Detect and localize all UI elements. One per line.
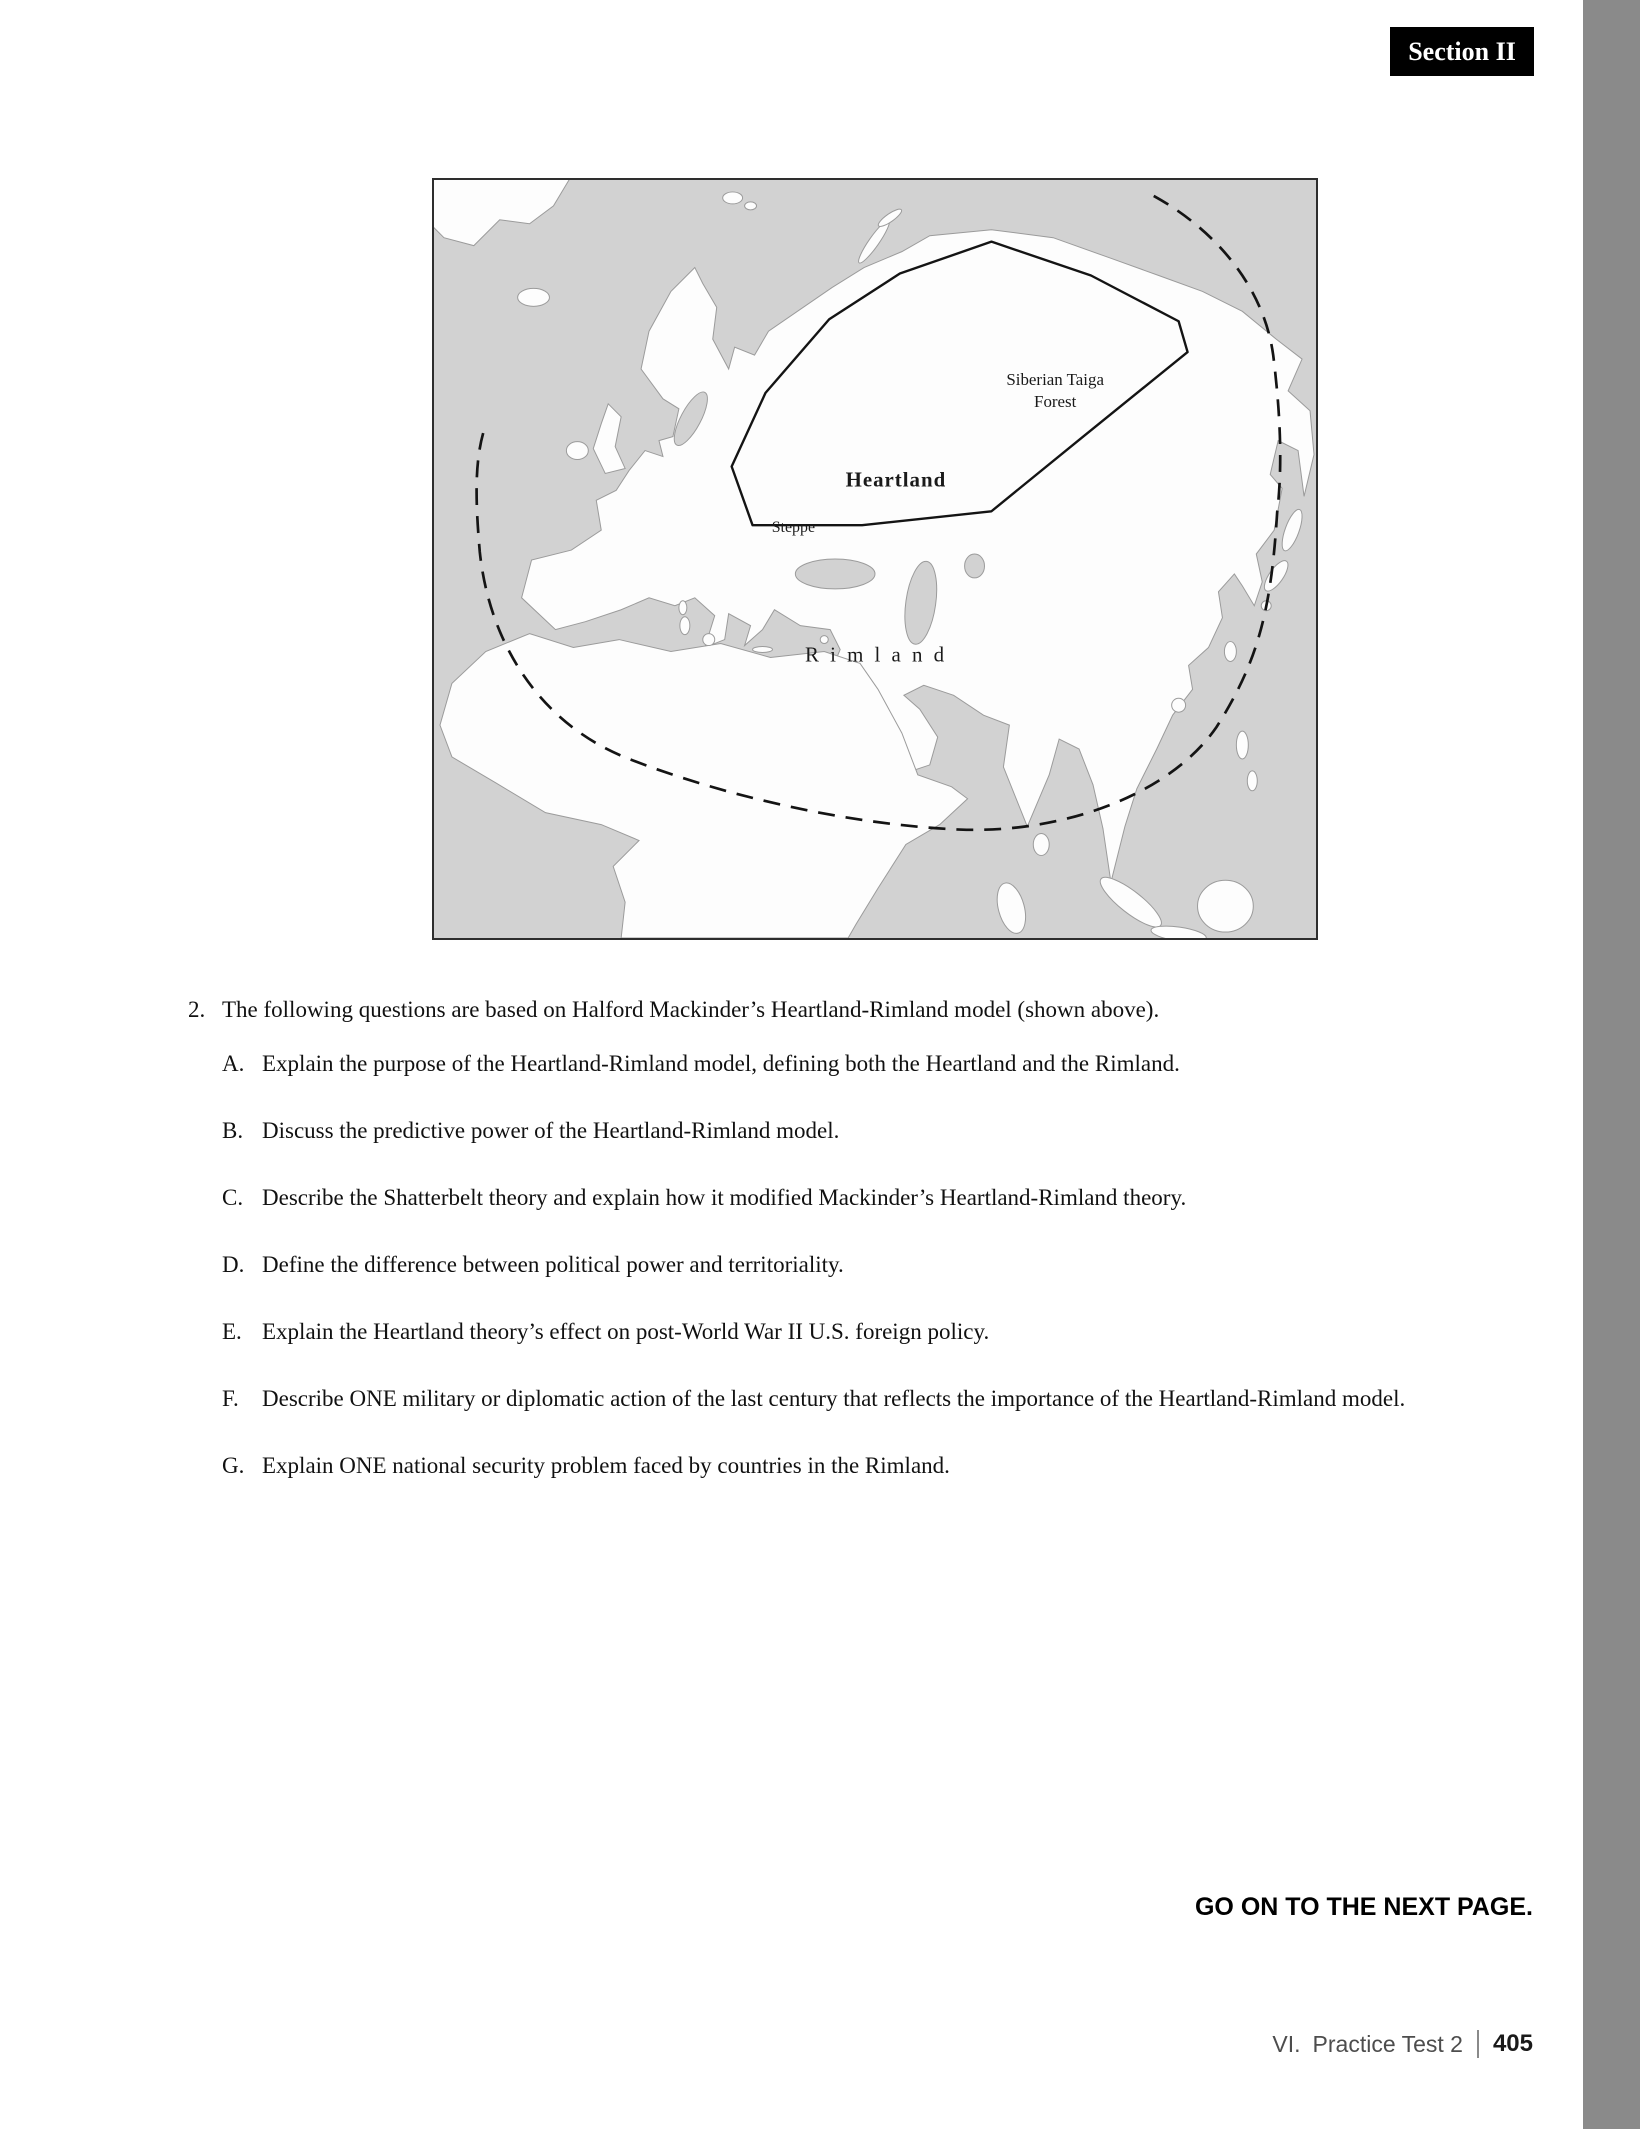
part-label: A. bbox=[222, 1051, 245, 1076]
question-part-d bbox=[222, 1250, 1454, 1280]
crete-island bbox=[753, 647, 773, 653]
page-footer bbox=[1272, 2030, 1533, 2058]
question-part-b bbox=[222, 1116, 1454, 1146]
part-text: Define the difference between political power and territoriality. bbox=[262, 1252, 844, 1277]
question-stem-row bbox=[188, 995, 1478, 1025]
question-part-c bbox=[222, 1183, 1454, 1213]
taiwan-island bbox=[1224, 642, 1236, 662]
part-text: Explain ONE national security problem faced by countries in the Rimland. bbox=[262, 1453, 950, 1478]
page-number: 405 bbox=[1492, 2030, 1533, 2057]
map-svg bbox=[434, 180, 1316, 938]
hainan-island bbox=[1172, 698, 1186, 712]
question-parts bbox=[222, 1049, 1478, 1481]
part-label: B. bbox=[222, 1118, 244, 1143]
question-part-e bbox=[222, 1317, 1454, 1347]
siberian-taiga-label-line1: Siberian Taiga bbox=[1006, 369, 1104, 389]
part-text: Discuss the predictive power of the Heartland-Rimland model. bbox=[262, 1118, 840, 1143]
sri-lanka-island bbox=[1033, 834, 1049, 856]
black-sea bbox=[795, 559, 875, 589]
question-stem: The following questions are based on Halford Mackinder’s Heartland-Rimland model (shown above). bbox=[222, 997, 1160, 1022]
part-label: G. bbox=[222, 1453, 245, 1478]
question-part-a bbox=[222, 1049, 1454, 1079]
heartland-rimland-map bbox=[432, 178, 1318, 940]
steppe-label: Steppe bbox=[771, 519, 816, 537]
ireland-landmass bbox=[566, 442, 588, 460]
question-2 bbox=[188, 995, 1478, 1518]
question-part-g bbox=[222, 1451, 1454, 1481]
part-label: C. bbox=[222, 1185, 244, 1210]
sardinia-island bbox=[680, 617, 690, 635]
part-text: Describe the Shatterbelt theory and explain how it modified Mackinder’s Heartland-Rimland theory. bbox=[262, 1185, 1187, 1210]
rimland-label: R i m l a n d bbox=[804, 642, 948, 667]
part-text: Describe ONE military or diplomatic action of the last century that reflects the importance of the Heartland-Rimland model. bbox=[262, 1386, 1406, 1411]
part-text: Explain the purpose of the Heartland-Rimland model, defining both the Heartland and the Rimland. bbox=[262, 1051, 1180, 1076]
borneo-island bbox=[1198, 880, 1254, 932]
section-badge-label: Section II bbox=[1408, 36, 1516, 66]
section-badge bbox=[1390, 27, 1534, 76]
siberian-taiga-label-line2: Forest bbox=[1034, 391, 1077, 411]
part-text: Explain the Heartland theory’s effect on post-World War II U.S. foreign policy. bbox=[262, 1319, 990, 1344]
page-edge-bar bbox=[1583, 0, 1640, 2129]
aral-sea bbox=[965, 554, 985, 578]
iceland-landmass bbox=[518, 288, 550, 306]
philippines-island bbox=[1236, 731, 1248, 759]
philippines-island-2 bbox=[1247, 771, 1257, 791]
heartland-label: Heartland bbox=[845, 467, 947, 492]
go-on-instruction: GO ON TO THE NEXT PAGE. bbox=[1194, 1893, 1533, 1921]
footer-section-label: Practice Test 2 bbox=[1312, 2030, 1463, 2057]
question-number: 2. bbox=[188, 997, 206, 1022]
sicily-island bbox=[703, 634, 715, 646]
part-label: E. bbox=[222, 1319, 242, 1344]
part-label: F. bbox=[222, 1386, 239, 1411]
footer-section-prefix: VI. bbox=[1272, 2030, 1301, 2057]
corsica-island bbox=[679, 601, 687, 615]
svalbard-island-2 bbox=[745, 202, 757, 210]
part-label: D. bbox=[222, 1252, 245, 1277]
svalbard-island bbox=[723, 192, 743, 204]
question-part-f bbox=[222, 1384, 1454, 1414]
footer-divider bbox=[1477, 2030, 1479, 2058]
